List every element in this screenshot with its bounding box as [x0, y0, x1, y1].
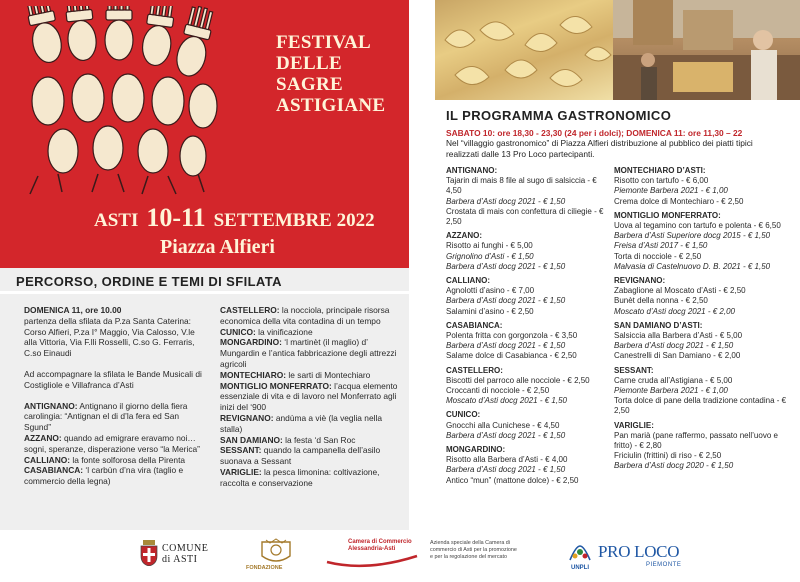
asti-crest-icon [140, 540, 158, 566]
dish-item: Gnocchi alla Cunichese - € 4,50 [446, 420, 560, 430]
proloco-region: PIEMONTE [646, 562, 682, 568]
dancing-forks-illustration [8, 6, 233, 196]
market-photo-art [613, 0, 800, 100]
menu-group [614, 276, 794, 317]
unpli-label: UNPLI [571, 565, 589, 571]
dish-item: Risotto alla Barbera d’Asti - € 4,00 [446, 455, 568, 465]
pasta-photo-art [435, 0, 613, 100]
wine-item: Moscato d’Asti docg 2021 - € 1,50 [446, 396, 567, 406]
title-line: FESTIVAL [276, 32, 371, 53]
wine-item: Barbera d’Asti Superiore docg 2015 - € 1,50 [614, 231, 771, 241]
comune-line: di ASTI [162, 554, 198, 565]
dish-item: Carne cruda all’Astigiana - € 5,00 [614, 375, 733, 385]
title-line: DELLE [276, 53, 342, 74]
menu-group-name: CASTELLERO: [446, 365, 503, 375]
menu-group [446, 321, 606, 362]
azienda-speciale-text [430, 540, 517, 561]
dish-item: Agnolotti d’asino - € 7,00 [446, 286, 535, 296]
parade-theme: quando la campanella dell’asilo suonava a Sessant [220, 445, 381, 467]
wine-item: Malvasia di Castelnuovo D. B. 2021 - € 1,50 [614, 261, 771, 271]
menu-group-name: CALLIANO: [446, 276, 490, 286]
wine-item: Moscato d’Asti docg 2021 - € 2,00 [614, 306, 735, 316]
dish-item: Risotto ai funghi - € 5,00 [446, 241, 533, 251]
fondazione-label: FONDAZIONE [246, 565, 283, 571]
menu-group [614, 211, 794, 272]
proloco-logo: PRO LOCO [598, 542, 680, 561]
parade-theme: le sarti di Montechiaro [286, 369, 371, 380]
dish-item: Risotto con tartufo - € 6,00 [614, 176, 709, 186]
wine-item: Barbera d’Asti docg 2021 - € 1,50 [446, 261, 566, 271]
parade-heading: PERCORSO, ORDINE E TEMI DI SFILATA [16, 274, 282, 289]
festival-title [276, 32, 406, 116]
parade-theme: andùma a viè (la veglia nella stalla) [220, 412, 382, 434]
parade-entry [220, 337, 400, 369]
dish-item: Croccanti di nocciole - € 2,50 [446, 386, 550, 396]
market-photo [613, 0, 800, 100]
wine-item: Barbera d’Asti docg 2021 - € 1,50 [614, 341, 734, 351]
dish-item: Bunèt della nonna - € 2,50 [614, 296, 708, 306]
wine-item: Barbera d’Asti docg 2020 - € 1,50 [614, 461, 734, 471]
dish-item: Torta di nocciole - € 2,50 [614, 251, 702, 261]
dish-item: Pan marià (pane raffermo, passato nell’uovo e fritto) - € 2,80 [614, 430, 778, 451]
parade-town: SAN DAMIANO: [220, 434, 283, 445]
wine-item: Grignolino d’Asti - € 1,50 [446, 251, 534, 261]
wine-item: Barbera d’Asti docg 2021 - € 1,50 [446, 196, 566, 206]
parade-date: DOMENICA 11, ore 10.00 [24, 305, 122, 315]
dish-item: Tajarin di mais 8 file al sugo di salsiccia - € 4,50 [446, 176, 597, 196]
menu-group [614, 421, 794, 472]
dish-item: Salamini d’asino - € 2,50 [446, 306, 534, 316]
wine-item: Barbera d’Asti docg 2021 - € 1,50 [446, 430, 566, 440]
parade-town: REVIGNANO: [220, 412, 274, 423]
menu-group [614, 166, 794, 207]
wine-item: Barbera d’Asti docg 2021 - € 1,50 [446, 296, 566, 306]
menu-group-name: CUNICO: [446, 410, 481, 420]
program-heading: IL PROGRAMMA GASTRONOMICO [446, 108, 672, 123]
wine-item: Freisa d’Asti 2017 - € 1,50 [614, 241, 708, 251]
parade-entry [220, 445, 400, 467]
parade-entry [24, 465, 202, 487]
dish-item: Polenta fritta con gorgonzola - € 3,50 [446, 331, 578, 341]
menu-group-name: VARIGLIE: [614, 420, 654, 430]
parade-entry [24, 433, 202, 455]
comune-asti-logo [162, 543, 208, 565]
dish-item: Torta dolce di pane della tradizione contadina - € 2,50 [614, 396, 787, 416]
menu-group-name: MONTECHIARO D’ASTI: [614, 166, 706, 175]
parade-entry [220, 327, 400, 338]
parade-theme: la fonte solforosa della Pirenta [70, 454, 186, 465]
parade-section [0, 268, 409, 530]
menu-group [446, 445, 606, 486]
dish-item: Crostata di mais con confettura di ciliegie - € 2,50 [446, 206, 604, 227]
menu-group-name: SESSANT: [614, 365, 654, 375]
dish-item: Biscotti del parroco alle nocciole - € 2,50 [446, 375, 590, 385]
wine-item: Barbera d’Asti docg 2021 - € 1,50 [446, 341, 566, 351]
section-divider [0, 291, 409, 294]
dish-item: Antico “mun” (mattone dolce) - € 2,50 [446, 475, 579, 485]
parade-route: partenza della sfilata da P.za Santa Caterina: Corso Alfieri, P.za I° Maggio, Via Calosso, V.le alla Vittoria, Via F.lli Rosselli, C.so G. Ferraris, C.so Einaudi [24, 315, 195, 359]
parade-theme: quando ad emigrare eravamo noi… sogni, speranze, disperazione verso “la Merica” [24, 432, 200, 454]
parade-entry [220, 435, 400, 446]
dish-item: Salsiccia alla Barbera d’Asti - € 5,00 [614, 331, 743, 341]
title-line: ASTIGIANE [276, 95, 386, 116]
date-city: ASTI [94, 210, 139, 231]
camera-line: Alessandria-Asti [348, 546, 396, 552]
parade-entry [220, 467, 400, 489]
camera-line: Camera di Commercio [348, 539, 412, 545]
parade-entry [220, 305, 400, 327]
parade-column-right [220, 305, 400, 489]
parade-town: CUNICO: [220, 326, 256, 337]
parade-town: CASABIANCA: [24, 465, 84, 476]
pasta-photo [435, 0, 613, 100]
azienda-line: e per la regolazione del mercato [430, 554, 508, 560]
menu-group-name: MONGARDINO: [446, 445, 506, 455]
date-month: SETTEMBRE 2022 [213, 210, 375, 231]
parade-theme: Antignano il giorno della fiera carolingia: “Antignan el di d’la fera ed San Sgund” [24, 400, 188, 433]
parade-town: ANTIGNANO: [24, 400, 78, 411]
parade-theme: la festa ‘d San Roc [282, 434, 356, 445]
azienda-line: commercio di Asti per la promozione [430, 547, 517, 553]
dish-item: Zabaglione al Moscato d’Asti - € 2,50 [614, 286, 746, 296]
parade-theme: ‘l carbùn d’na vira (taglio e commercio della legna) [24, 465, 184, 487]
parade-entry [24, 455, 202, 466]
menu-group [446, 166, 606, 227]
parade-theme: l’acqua elemento essenziale di vita e di lavoro nel Monferrato agli inizi del ‘900 [220, 380, 398, 413]
menu-group-name: AZZANO: [446, 231, 482, 241]
comune-line: COMUNE [162, 543, 209, 554]
parade-town: MONGARDINO: [220, 337, 282, 348]
menu-group-name: REVIGNANO: [614, 276, 666, 286]
camera-commercio-logo [348, 539, 412, 553]
parade-entry [24, 401, 202, 433]
dish-item: Canestrelli di San Damiano - € 2,00 [614, 351, 741, 361]
parade-theme: la vinificazione [255, 326, 313, 337]
menu-group-name: CASABIANCA: [446, 320, 503, 330]
parade-theme: ‘l martinèt (il maglio) d’ Mungardin e l’antica fabbricazione degli attrezzi agricoli [220, 337, 397, 369]
parade-column-left [24, 305, 202, 487]
sponsor-logos [0, 530, 800, 582]
azienda-line: Azienda speciale della Camera di [430, 540, 511, 546]
wine-item: Barbera d’Asti docg 2021 - € 1,50 [446, 465, 566, 475]
title-line: SAGRE [276, 74, 343, 95]
program-dates: SABATO 10: ore 18,30 - 23,30 (24 per i dolci); DOMENICA 11: ore 11,30 – 22 [446, 128, 743, 138]
unpli-emblem-icon [568, 544, 592, 562]
parade-town: MONTIGLIO MONFERRATO: [220, 380, 332, 391]
parade-town: CASTELLERO: [220, 305, 280, 315]
parade-theme: la pesca limonina: coltivazione, raccolta e conservazione [220, 466, 380, 488]
dish-item: Uova al tegamino con tartufo e polenta - € 6,50 [614, 221, 781, 231]
wine-item: Piemonte Barbera 2021 - € 1,00 [614, 386, 728, 396]
parade-town: CALLIANO: [24, 454, 71, 465]
parade-town: MONTECHIARO: [220, 369, 287, 380]
menu-group [614, 366, 794, 417]
menu-group [446, 410, 606, 441]
parade-entry [220, 413, 400, 435]
dish-item: Salame dolce di Casabianca - € 2,50 [446, 351, 577, 361]
parade-bands: Ad accompagnare la sfilata le Bande Musicali di Costigliole e Villafranca d’Asti [24, 368, 202, 390]
date-days: 10-11 [146, 203, 206, 232]
menu-column-right [614, 166, 794, 476]
menu-group [614, 321, 794, 362]
parade-town: AZZANO: [24, 432, 62, 443]
fondazione-emblem-icon [256, 538, 296, 564]
menu-group-name: ANTIGNANO: [446, 166, 498, 175]
menu-column-left [446, 166, 606, 490]
festival-date [94, 203, 375, 233]
menu-group [446, 366, 606, 407]
parade-entry [220, 381, 400, 413]
parade-town: VARIGLIE: [220, 466, 262, 477]
festival-place: Piazza Alfieri [160, 236, 275, 258]
dish-item: Friciulin (frittini) di riso - € 2,50 [614, 451, 722, 461]
dish-item: Crema dolce di Montechiaro - € 2,50 [614, 196, 744, 206]
menu-group-name: MONTIGLIO MONFERRATO: [614, 210, 721, 220]
menu-group [446, 276, 606, 317]
parade-town: SESSANT: [220, 445, 262, 456]
wine-item: Piemonte Barbera 2021 - € 1,00 [614, 186, 728, 196]
menu-group-name: SAN DAMIANO D’ASTI: [614, 320, 703, 330]
parade-theme: la nocciola, principale risorsa economica della vita contadina di un tempo [220, 305, 390, 326]
parade-entry [220, 370, 400, 381]
festival-banner [0, 0, 409, 268]
menu-group [446, 231, 606, 272]
program-intro: Nel “villaggio gastronomico” di Piazza Alfieri distribuzione al pubblico dei piatti tipici realizzati dalle 13 Pro Loco partecipanti. [446, 138, 753, 159]
